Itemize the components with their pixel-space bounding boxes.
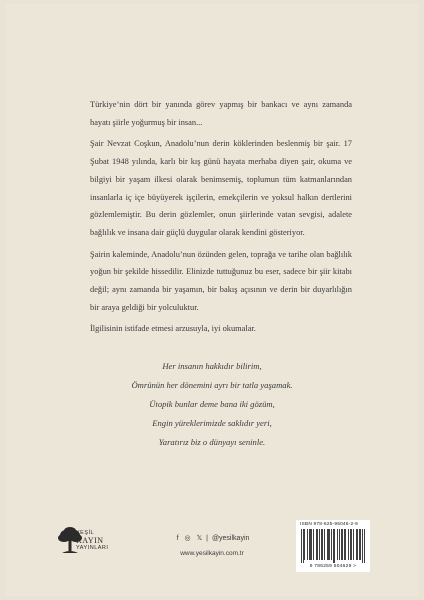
publisher-website[interactable]: www.yesilkayin.com.tr: [180, 550, 244, 557]
blurb-paragraph: Türkiye’nin dört bir yanında görev yapmış bir bankacı ve aynı zamanda hayatı şiirle yoğurmuş bir insan...: [90, 100, 352, 127]
blurb-paragraph: İlgilisinin istifade etmesi arzusuyla, iyi okumalar.: [90, 324, 256, 334]
instagram-icon[interactable]: ◎: [184, 535, 191, 542]
facebook-icon[interactable]: f: [176, 535, 179, 542]
poem-line: Engin yüreklerimizde saklıdır yeri,: [152, 418, 272, 428]
poem-excerpt: [0, 357, 424, 452]
poem-line: Ömrünün her dönemini ayrı bir tatla yaşamak.: [131, 380, 293, 390]
poem-line: Her insanın hakkıdır bilirim,: [162, 361, 262, 371]
publisher-name-top: YEŞİL: [76, 530, 95, 536]
publisher-name-main: KAYIN: [76, 536, 104, 545]
isbn-barcode: [296, 520, 370, 572]
barcode-bars: [300, 529, 366, 563]
barcode-icon: [300, 529, 366, 563]
publisher-name-bottom: YAYINLARI: [76, 545, 109, 551]
social-handle[interactable]: @yesilkayin: [211, 535, 250, 542]
isbn-digits: 9 786259 504629 >: [309, 564, 357, 569]
poem-line: Yaratırız biz o dünyayı seninle.: [158, 437, 266, 447]
isbn-label: ISBN 978-625-95046-2-9: [300, 522, 358, 527]
blurb-paragraph: Şairin kaleminde, Anadolu’nun özünden gelen, toprağa ve tarihe olan bağlılık yoğun bir şekilde hissedilir. Elinizde tuttuğunuz bu eser, sadece bir şiir kitabı değil; aynı zamanda bir yaşamın, bir bakış açısının ve derin bir duyarlılığın bir araya geldiği bir yolculuktur.: [90, 249, 352, 312]
blurb-paragraph: Şair Nevzat Coşkun, Anadolu’nun derin köklerinden beslenmiş bir şair. 17 Şubat 1948 yılında, karlı bir kış günü hayata merhaba diyen şair, okuma ve bilgiyi bir yaşam ilkesi olarak benimsemiş, toplumun tüm katmanlarından insanlarla iç içe büyüyerek işçilerin, emekçilerin ve yoksul halkın dertlerini gözlemlemiştir. Bu derin gözlemler, onun şiirlerinde vatan sevgisi, adalete bağlılık ve insana dair güçlü duygular olarak kendini gösteriyor.: [90, 139, 352, 237]
separator: |: [206, 535, 208, 542]
blurb: [90, 96, 352, 342]
x-icon[interactable]: 𝕏: [196, 535, 203, 542]
poem-line: Ütopik bunlar deme bana iki gözüm,: [149, 399, 275, 409]
